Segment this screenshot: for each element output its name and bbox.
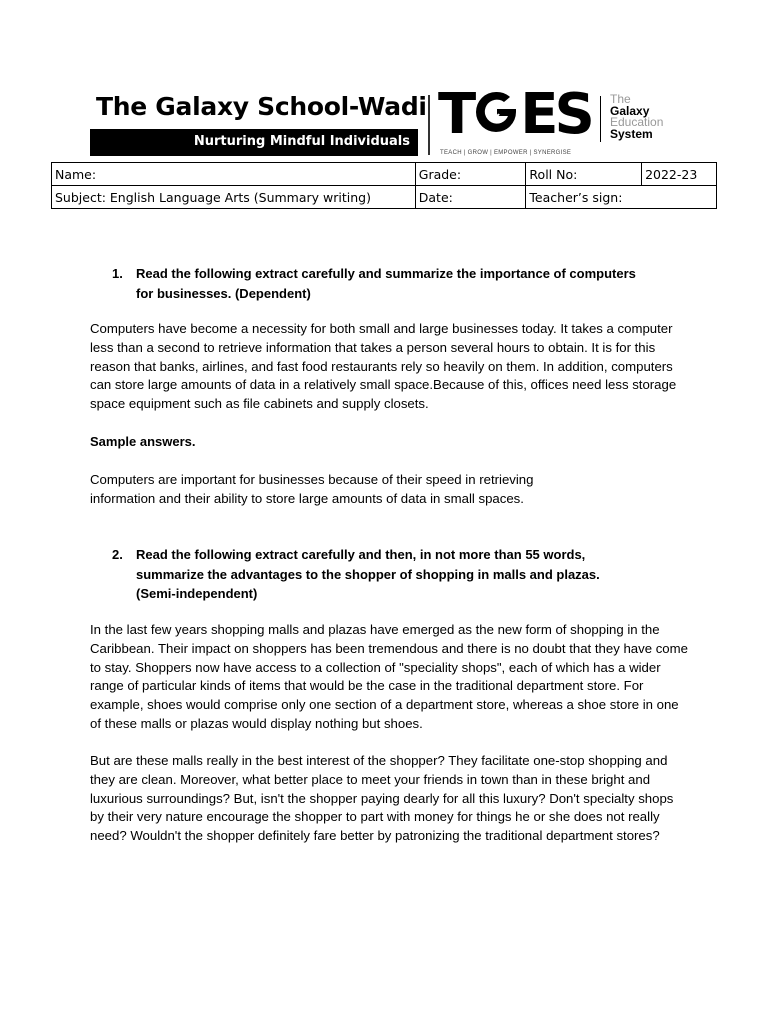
- name-field[interactable]: Name:: [52, 163, 416, 186]
- subject-field: Subject: English Language Arts (Summary writing): [52, 186, 416, 209]
- logo-subtext: TEACH | GROW | EMPOWER | SYNERGISE: [440, 150, 572, 156]
- question-2-passage-2: But are these malls really in the best interest of the shopper? They facilitate one-stop shopping and they are clean. Moreover, what better place to meet your friends in town than in these bright and luxurious surroundings? But, isn't the shopper paying dearly for all this luxury? Don't specialty shops by their very nature encourage the shopper to part with money for things he or she does not really need? Wouldn't the shopper definitely fare better by patronizing the traditional department stores?: [90, 753, 674, 844]
- system-line: Education: [610, 115, 664, 129]
- question-line: Read the following extract carefully and summarize the importance of computers: [136, 266, 636, 281]
- date-field[interactable]: Date:: [415, 186, 526, 209]
- question-2-heading: [112, 545, 692, 604]
- header-divider: [428, 95, 430, 155]
- question-line: (Semi-independent): [136, 586, 258, 601]
- tagline: Nurturing Mindful Individuals: [193, 134, 410, 149]
- sample-answer: Computers are important for businesses because of their speed in retrieving information and their ability to store large amounts of data in small spaces.: [90, 472, 534, 506]
- worksheet-header: [0, 0, 768, 160]
- system-line: The: [610, 92, 631, 106]
- student-info-table: [51, 162, 717, 209]
- question-number: 1.: [112, 266, 123, 281]
- question-line: Read the following extract carefully and then, in not more than 55 words,: [136, 547, 586, 562]
- system-line: Galaxy: [610, 103, 650, 118]
- school-name: The Galaxy School-Wadi: [96, 92, 427, 121]
- logo-bracket: [600, 96, 605, 142]
- academic-year: 2022-23: [642, 163, 717, 186]
- galaxy-education-system: [610, 94, 663, 140]
- grade-field[interactable]: Grade:: [415, 163, 526, 186]
- question-number: 2.: [112, 547, 123, 562]
- table-row: [52, 163, 717, 186]
- question-1-passage: Computers have become a necessity for both small and large businesses today. It takes a computer less than a second to retrieve information that takes a person several hours to obtain. It is for this reason that banks, airlines, and fast food restaurants rely so heavily on them. In addition, computers can store large amounts of data in a relatively small space.Because of this, offices need less storage space equipment such as file cabinets and supply closets.: [90, 321, 677, 412]
- tagline-bar: [90, 129, 418, 156]
- question-line: summarize the advantages to the shopper of shopping in malls and plazas.: [136, 566, 600, 582]
- sample-answers-label: Sample answers.: [90, 434, 196, 449]
- tges-logo: [438, 82, 591, 147]
- roll-no-field[interactable]: Roll No:: [526, 163, 642, 186]
- logo-letter-t: T: [438, 82, 473, 147]
- question-2-passage-1: In the last few years shopping malls and plazas have emerged as the new form of shopping in the Caribbean. Their impact on shoppers has been tremendous and there is no doubt that they have come to stay. Shoppers now have access to a collection of "speciality shops", each of which has a wider range of particular kinds of items that would be the case in the traditional department store. For example, shoes would comprise only one section of a department store, whereas a shoe store in one of these malls or plazas would display nothing but shoes.: [90, 622, 688, 731]
- question-line: for businesses. (Dependent): [136, 285, 311, 301]
- swirl-g-icon: [473, 89, 519, 135]
- teacher-sign-field[interactable]: Teacher’s sign:: [526, 186, 717, 209]
- logo-letters-es: ES: [520, 82, 591, 147]
- system-line: System: [610, 126, 653, 141]
- question-1-heading: [112, 264, 692, 303]
- table-row: [52, 186, 717, 209]
